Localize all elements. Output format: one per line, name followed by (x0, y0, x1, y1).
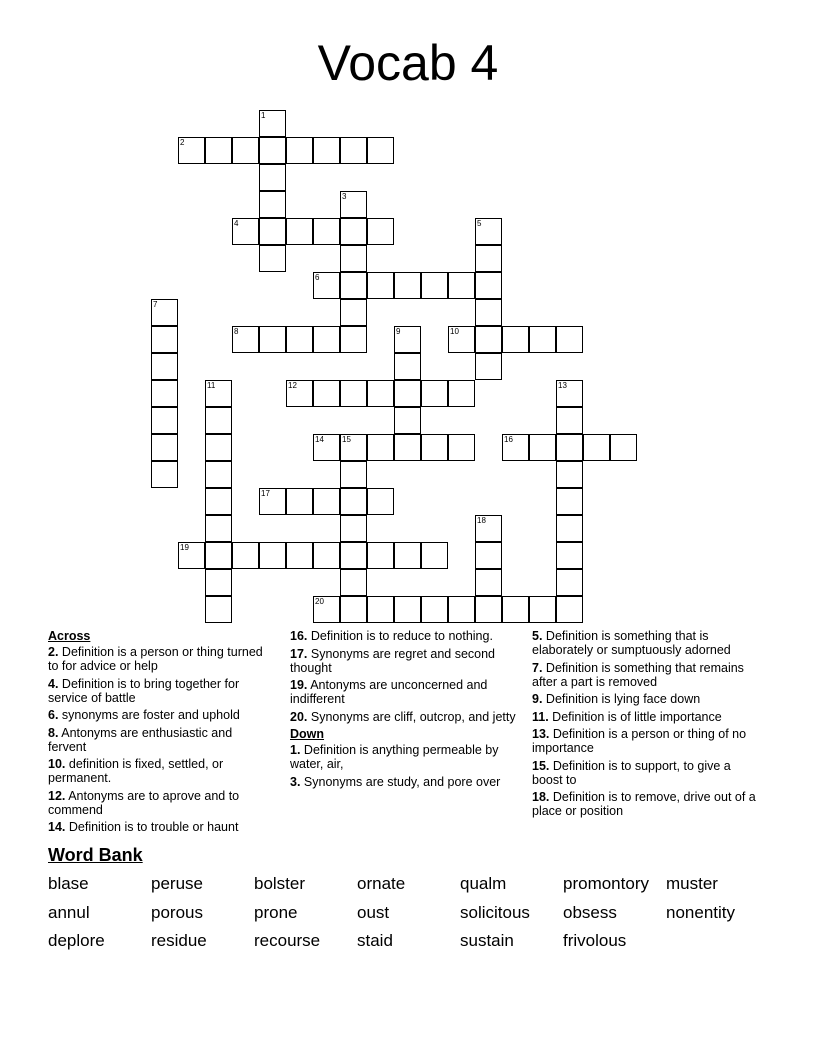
clue-text: Definition is a person or thing of no importance (532, 727, 747, 755)
grid-cell[interactable] (151, 326, 178, 353)
grid-cell[interactable] (340, 488, 367, 515)
grid-cell[interactable] (475, 542, 502, 569)
cell-number: 6 (315, 273, 320, 282)
clue-number: 17. (290, 646, 308, 661)
word-bank-word: oust (357, 902, 390, 922)
clue-down-18 (532, 790, 764, 818)
clue-down-5 (532, 629, 764, 657)
grid-cell[interactable] (340, 326, 367, 353)
grid-cell[interactable] (205, 380, 232, 407)
grid-cell[interactable] (286, 326, 313, 353)
clue-text: definition is fixed, settled, or permanent. (48, 757, 224, 785)
grid-cell[interactable] (205, 461, 232, 488)
grid-cell[interactable] (475, 569, 502, 596)
grid-cell[interactable] (340, 191, 367, 218)
clue-number: 14. (48, 820, 66, 834)
word-bank-word: nonentity (666, 902, 735, 922)
clue-down-7 (532, 661, 764, 689)
clue-down-9 (532, 692, 764, 706)
word-bank-word: promontory (563, 874, 649, 893)
grid-cell[interactable] (178, 542, 205, 569)
grid-cell[interactable] (475, 515, 502, 542)
clue-text: Definition is a person or thing turned to for advice or help (48, 645, 263, 673)
clue-number: 13. (532, 727, 550, 741)
grid-cell[interactable] (367, 137, 394, 164)
grid-cell[interactable] (340, 542, 367, 569)
grid-cell[interactable] (367, 380, 394, 407)
clue-down-3 (290, 775, 518, 789)
cell-number: 7 (153, 300, 158, 309)
grid-cell[interactable] (475, 299, 502, 326)
grid-cell[interactable] (529, 596, 556, 623)
grid-cell[interactable] (394, 272, 421, 299)
cell-number: 16 (504, 435, 513, 444)
grid-cell[interactable] (232, 218, 259, 245)
grid-cell[interactable] (259, 191, 286, 218)
grid-cell[interactable] (394, 353, 421, 380)
word-bank-word: muster (666, 874, 718, 893)
grid-cell[interactable] (394, 326, 421, 353)
grid-cell[interactable] (205, 407, 232, 434)
clue-text: Synonyms are study, and pore over (303, 774, 501, 789)
grid-cell[interactable] (313, 380, 340, 407)
grid-cell[interactable] (529, 326, 556, 353)
word-bank-word: annul (48, 902, 90, 922)
clue-text: Definition is anything permeable by water, air, (290, 743, 499, 771)
grid-cell[interactable] (394, 596, 421, 623)
grid-cell[interactable] (556, 407, 583, 434)
grid-cell[interactable] (583, 434, 610, 461)
cell-number: 15 (342, 435, 351, 444)
grid-cell[interactable] (610, 434, 637, 461)
grid-cell[interactable] (556, 326, 583, 353)
word-bank-word: frivolous (563, 931, 627, 950)
grid-cell[interactable] (340, 596, 367, 623)
word-bank-word: residue (151, 931, 207, 950)
grid-cell[interactable] (367, 488, 394, 515)
grid-cell[interactable] (475, 218, 502, 245)
clues-column-1 (48, 629, 270, 838)
grid-cell[interactable] (151, 461, 178, 488)
grid-cell[interactable] (340, 380, 367, 407)
cell-number: 5 (477, 219, 482, 228)
grid-cell[interactable] (556, 461, 583, 488)
grid-cell[interactable] (313, 137, 340, 164)
clue-across-19 (290, 678, 518, 706)
grid-cell[interactable] (394, 542, 421, 569)
grid-cell[interactable] (502, 326, 529, 353)
grid-cell[interactable] (340, 515, 367, 542)
cell-number: 12 (288, 381, 297, 390)
word-bank-word: bolster (254, 874, 306, 893)
clue-across-6 (48, 708, 270, 722)
grid-cell[interactable] (556, 596, 583, 623)
grid-cell[interactable] (151, 299, 178, 326)
word-bank-word: recourse (254, 931, 321, 950)
clue-across-10 (48, 757, 270, 785)
grid-cell[interactable] (286, 380, 313, 407)
grid-cell[interactable] (313, 434, 340, 461)
grid-cell[interactable] (340, 272, 367, 299)
grid-cell[interactable] (151, 434, 178, 461)
word-bank-word: ornate (357, 874, 406, 893)
grid-cell[interactable] (367, 218, 394, 245)
grid-cell[interactable] (421, 596, 448, 623)
cell-number: 19 (180, 543, 189, 552)
grid-cell[interactable] (502, 434, 529, 461)
word-bank-title: Word Bank (48, 845, 143, 865)
clue-across-8 (48, 726, 270, 754)
grid-cell[interactable] (340, 299, 367, 326)
grid-cell[interactable] (448, 272, 475, 299)
word-bank-word: staid (357, 931, 393, 950)
grid-cell[interactable] (556, 488, 583, 515)
clue-number: 20. (290, 709, 308, 724)
grid-cell[interactable] (151, 380, 178, 407)
word-bank-word: peruse (151, 874, 203, 893)
cell-number: 13 (558, 381, 567, 390)
clue-text: synonyms are foster and uphold (61, 708, 240, 722)
cell-number: 1 (261, 111, 266, 120)
cell-number: 20 (315, 597, 324, 606)
grid-cell[interactable] (340, 218, 367, 245)
clue-number: 4. (48, 676, 59, 691)
clue-down-13 (532, 727, 764, 755)
grid-cell[interactable] (259, 542, 286, 569)
clue-text: Definition is something that remains after a part is removed (532, 660, 744, 689)
cell-number: 8 (234, 327, 239, 336)
grid-cell[interactable] (421, 542, 448, 569)
clue-text: Synonyms are regret and second thought (290, 646, 496, 675)
grid-cell[interactable] (205, 434, 232, 461)
grid-cell[interactable] (286, 542, 313, 569)
grid-cell[interactable] (286, 218, 313, 245)
grid-cell[interactable] (340, 461, 367, 488)
puzzle-title: Vocab 4 (317, 35, 499, 91)
grid-cell[interactable] (205, 488, 232, 515)
grid-cell[interactable] (556, 434, 583, 461)
grid-cell[interactable] (394, 434, 421, 461)
word-bank-word: obsess (563, 902, 617, 922)
across-heading: Across (48, 629, 91, 643)
grid-cell[interactable] (286, 137, 313, 164)
cell-number: 3 (342, 192, 347, 201)
clue-across-20 (290, 710, 518, 724)
grid-cell[interactable] (556, 542, 583, 569)
grid-cell[interactable] (313, 272, 340, 299)
grid-cell[interactable] (502, 596, 529, 623)
grid-cell[interactable] (529, 434, 556, 461)
grid-cell[interactable] (313, 542, 340, 569)
grid-cell[interactable] (178, 137, 205, 164)
cell-number: 17 (261, 489, 270, 498)
grid-cell[interactable] (448, 326, 475, 353)
grid-cell[interactable] (259, 245, 286, 272)
grid-cell[interactable] (286, 488, 313, 515)
clue-text: Definition is to bring together for service of battle (48, 676, 240, 705)
clue-text: Definition is something that is elaborately or sumptuously adorned (532, 629, 731, 657)
clue-across-16 (290, 629, 518, 643)
grid-cell[interactable] (259, 218, 286, 245)
clue-across-4 (48, 677, 270, 705)
clue-across-2 (48, 645, 270, 673)
clue-number: 3. (290, 774, 301, 789)
grid-cell[interactable] (259, 164, 286, 191)
cell-number: 4 (234, 219, 239, 228)
grid-cell[interactable] (556, 380, 583, 407)
clue-across-14 (48, 820, 270, 834)
clue-down-11 (532, 710, 764, 724)
grid-cell[interactable] (394, 407, 421, 434)
clues-column-3 (532, 629, 764, 822)
word-bank-word: sustain (460, 931, 514, 950)
grid-cell[interactable] (421, 380, 448, 407)
grid-cell[interactable] (340, 245, 367, 272)
grid-cell[interactable] (475, 326, 502, 353)
grid-cell[interactable] (151, 407, 178, 434)
grid-cell[interactable] (367, 542, 394, 569)
clue-number: 2. (48, 645, 59, 659)
clues-column-2 (290, 629, 518, 792)
clue-text: Antonyms are enthusiastic and fervent (48, 725, 233, 754)
cell-number: 14 (315, 435, 324, 444)
clue-text: Definition is to remove, drive out of a place or position (532, 790, 756, 818)
clue-number: 6. (48, 708, 59, 722)
clue-down-15 (532, 759, 764, 787)
grid-cell[interactable] (205, 596, 232, 623)
clue-number: 5. (532, 629, 543, 643)
clue-across-17 (290, 647, 518, 675)
word-bank-word: porous (151, 902, 203, 922)
grid-cell[interactable] (448, 596, 475, 623)
grid-cell[interactable] (151, 353, 178, 380)
word-bank-word: solicitous (460, 902, 530, 922)
clue-number: 19. (290, 678, 308, 692)
grid-cell[interactable] (556, 569, 583, 596)
clue-text: Synonyms are cliff, outcrop, and jetty (310, 709, 516, 724)
grid-cell[interactable] (205, 542, 232, 569)
cell-number: 11 (207, 381, 216, 390)
grid-cell[interactable] (232, 137, 259, 164)
clue-number: 7. (532, 660, 543, 675)
clue-across-12 (48, 789, 270, 817)
clue-text: Definition is to support, to give a boost to (532, 758, 731, 787)
clue-text: Antonyms are unconcerned and indifferent (290, 678, 488, 706)
down-heading: Down (290, 727, 325, 741)
grid-cell[interactable] (259, 137, 286, 164)
grid-cell[interactable] (367, 272, 394, 299)
word-bank (48, 873, 769, 952)
grid-cell[interactable] (394, 380, 421, 407)
clue-text: Definition is to reduce to nothing. (310, 629, 493, 643)
grid-cell[interactable] (421, 434, 448, 461)
clue-number: 16. (290, 629, 308, 643)
clue-text: Definition is lying face down (545, 692, 701, 706)
clue-text: Antonyms are to aprove and to commend (48, 788, 240, 817)
grid-cell[interactable] (340, 137, 367, 164)
grid-cell[interactable] (259, 110, 286, 137)
grid-cell[interactable] (259, 326, 286, 353)
grid-cell[interactable] (475, 353, 502, 380)
grid-cell[interactable] (259, 488, 286, 515)
grid-cell[interactable] (340, 434, 367, 461)
clue-number: 15. (532, 758, 550, 773)
grid-cell[interactable] (367, 596, 394, 623)
grid-cell[interactable] (556, 515, 583, 542)
grid-cell[interactable] (340, 569, 367, 596)
clue-down-1 (290, 743, 518, 771)
word-bank-word: blase (48, 874, 89, 893)
grid-cell[interactable] (475, 245, 502, 272)
grid-cell[interactable] (232, 326, 259, 353)
grid-cell[interactable] (313, 326, 340, 353)
cell-number: 9 (396, 327, 401, 336)
grid-cell[interactable] (448, 434, 475, 461)
grid-cell[interactable] (367, 434, 394, 461)
grid-cell[interactable] (313, 488, 340, 515)
clue-number: 18. (532, 790, 550, 804)
grid-cell[interactable] (475, 596, 502, 623)
word-bank-word: deplore (48, 931, 105, 950)
grid-cell[interactable] (205, 515, 232, 542)
grid-cell[interactable] (313, 218, 340, 245)
grid-cell[interactable] (475, 272, 502, 299)
grid-cell[interactable] (205, 137, 232, 164)
word-bank-word: qualm (460, 874, 507, 893)
clue-number: 10. (48, 757, 66, 771)
grid-cell[interactable] (448, 380, 475, 407)
cell-number: 10 (450, 327, 459, 336)
clue-number: 12. (48, 788, 66, 803)
grid-cell[interactable] (421, 272, 448, 299)
clue-number: 11. (532, 709, 549, 724)
clue-number: 8. (48, 725, 59, 740)
clue-number: 1. (290, 743, 301, 757)
grid-cell[interactable] (232, 542, 259, 569)
clue-number: 9. (532, 692, 543, 706)
clue-text: Definition is of little importance (552, 709, 722, 724)
grid-cell[interactable] (205, 569, 232, 596)
grid-cell[interactable] (313, 596, 340, 623)
cell-number: 18 (477, 516, 486, 525)
cell-number: 2 (180, 138, 185, 147)
word-bank-word: prone (254, 902, 298, 922)
clue-text: Definition is to trouble or haunt (68, 820, 239, 834)
